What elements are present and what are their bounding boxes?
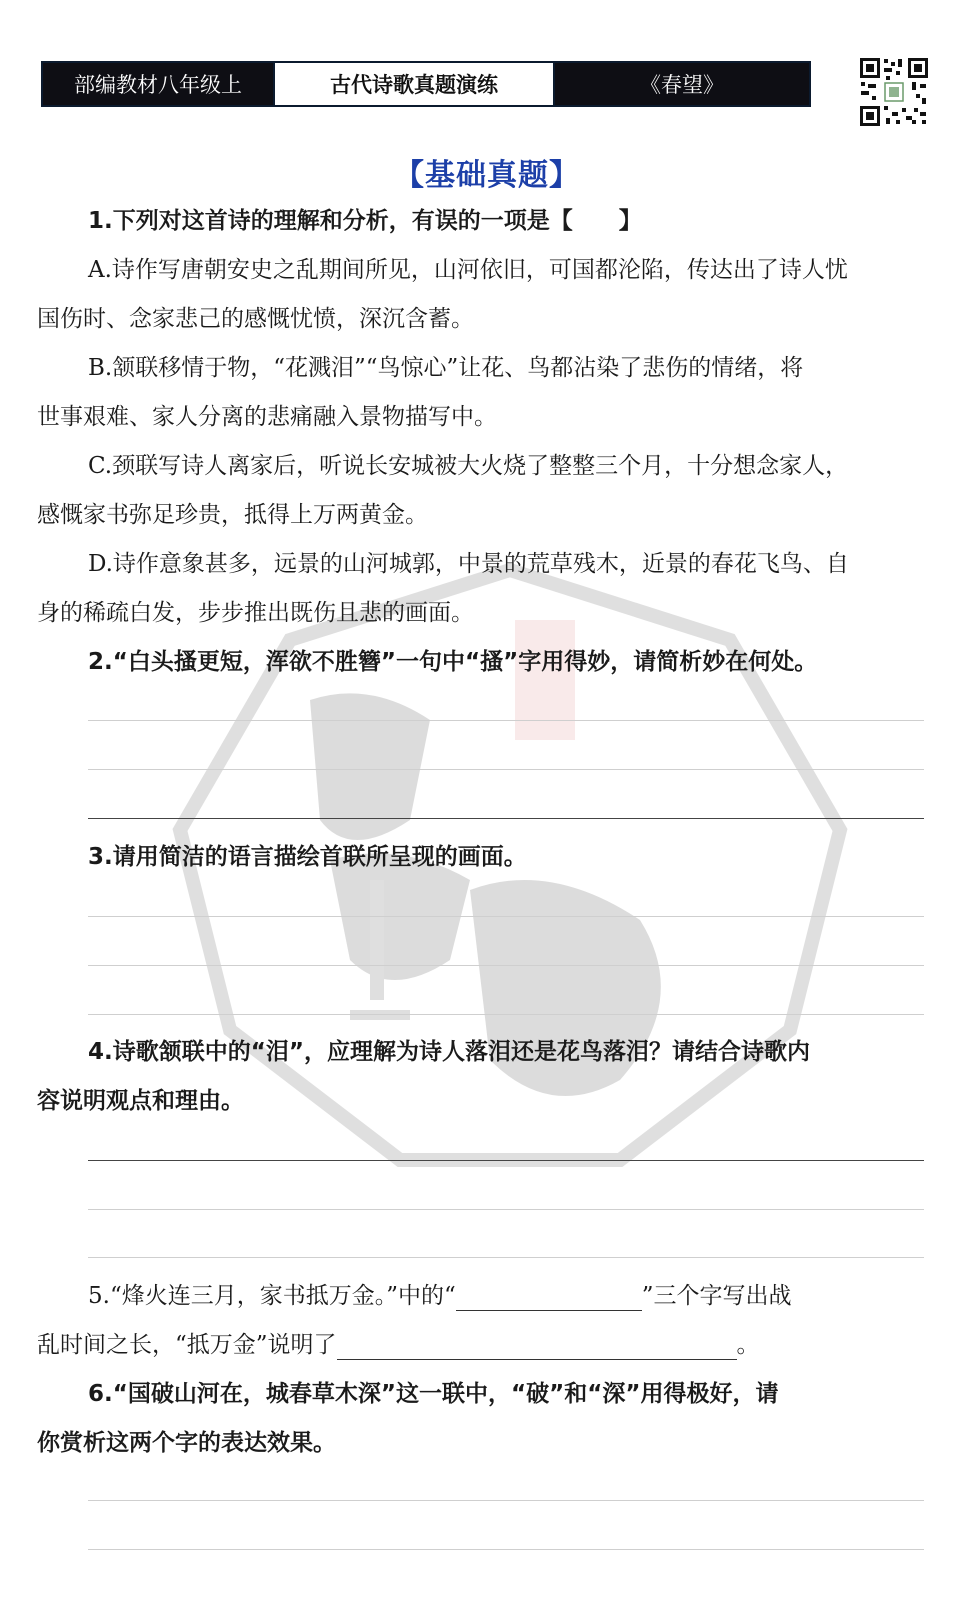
option-b-line-1: B.颔联移情于物，“花溅泪”“鸟惊心”让花、鸟都沾染了悲伤的情绪，将 — [88, 355, 804, 381]
answer-line[interactable] — [88, 1209, 924, 1210]
answer-line[interactable] — [88, 965, 924, 966]
option-a-line-2: 国伤时、念家悲己的感慨忧愤，深沉含蓄。 — [37, 306, 474, 332]
question-6-line-2: 你赏析这两个字的表达效果。 — [37, 1430, 336, 1456]
question-5-text-part-3: 乱时间之长，“抵万金”说明了 — [37, 1332, 337, 1358]
option-d-line-1: D.诗作意象甚多，远景的山河城郭，中景的荒草残木，近景的春花飞鸟、自 — [88, 551, 849, 577]
answer-line[interactable] — [88, 1160, 924, 1161]
question-4-line-1: 4.诗歌颔联中的“泪”，应理解为诗人落泪还是花鸟落泪？请结合诗歌内 — [88, 1039, 810, 1065]
question-5-line-1 — [88, 1281, 792, 1311]
header-poem-title: 《春望》 — [555, 63, 809, 105]
fill-blank-1[interactable] — [456, 1284, 642, 1311]
section-title: 【基础真题】 — [394, 158, 580, 193]
answer-line[interactable] — [88, 916, 924, 917]
answer-line[interactable] — [88, 818, 924, 819]
answer-line[interactable] — [88, 1549, 924, 1550]
option-a-line-1: A.诗作写唐朝安史之乱期间所见，山河依旧，可国都沦陷，传达出了诗人忧 — [88, 257, 848, 283]
answer-line[interactable] — [88, 769, 924, 770]
question-4-line-2: 容说明观点和理由。 — [37, 1088, 244, 1114]
option-c-line-2: 感慨家书弥足珍贵，抵得上万两黄金。 — [37, 502, 428, 528]
answer-line[interactable] — [88, 1014, 924, 1015]
answer-line[interactable] — [88, 1500, 924, 1501]
question-2-stem: 2.“白头搔更短，浑欲不胜簪”一句中“搔”字用得妙，请简析妙在何处。 — [88, 649, 818, 675]
question-5-text-part-2: ”三个字写出战 — [641, 1283, 792, 1309]
question-5-text-part-1: 5.“烽火连三月，家书抵万金。”中的“ — [88, 1283, 456, 1309]
answer-line[interactable] — [88, 720, 924, 721]
option-c-line-1: C.颈联写诗人离家后，听说长安城被大火烧了整整三个月，十分想念家人， — [88, 453, 849, 479]
question-5-text-part-4: 。 — [736, 1332, 760, 1358]
answer-line[interactable] — [88, 1257, 924, 1258]
option-b-line-2: 世事艰难、家人分离的悲痛融入景物描写中。 — [37, 404, 497, 430]
header-grade-label: 部编教材八年级上 — [43, 63, 273, 105]
question-5-line-2 — [37, 1330, 760, 1360]
question-6-line-1: 6.“国破山河在，城春草木深”这一联中，“破”和“深”用得极好，请 — [88, 1381, 779, 1407]
qr-code-icon — [858, 56, 930, 128]
option-d-line-2: 身的稀疏白发，步步推出既伤且悲的画面。 — [37, 600, 474, 626]
header-topic-label: 古代诗歌真题演练 — [273, 63, 555, 105]
fill-blank-2[interactable] — [337, 1333, 737, 1360]
header-bar — [41, 61, 811, 107]
question-1-stem: 1.下列对这首诗的理解和分析，有误的一项是【 】 — [88, 208, 642, 234]
question-3-stem: 3.请用简洁的语言描绘首联所呈现的画面。 — [88, 844, 527, 870]
